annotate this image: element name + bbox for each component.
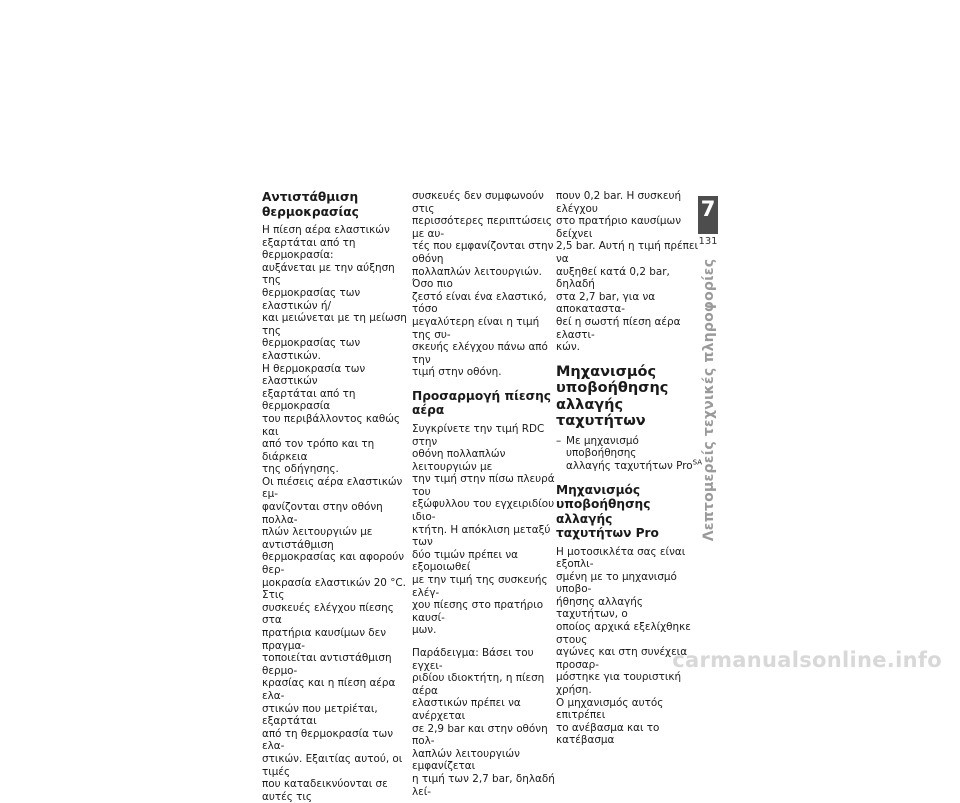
section-heading-temperature-compensation: Αντιστάθμιση θερμοκρασίας (262, 190, 359, 219)
paragraph: Η μοτοσικλέτα σας είναι εξοπλι- σμένη με το μηχανισμό υποβο- ήθησης αλλαγής ταχυτήτων, ο οποίος αρχικά εξελίχθηκε στους αγώνες και στη συνέχεια προσαρ- μόστηκε για τουριστική χρήση. (556, 545, 691, 697)
column-1 (262, 190, 408, 803)
paragraph: Παράδειγμα: Βάσει του εγχει- ριδίου ιδιοκτήτη, η πίεση αέρα ελαστικών πρέπει να ανέρχεται σε 2,9 bar και στην οθόνη πολ- λαπλών λειτουργιών εμφανίζεται η τιμή των 2,7 bar, δηλαδή λεί- (412, 647, 555, 798)
paragraph: Η πίεση αέρα ελαστικών εξαρτάται από τη θερμοκρασία: αυξάνεται με την αύξηση της θερμοκρασίας των ελαστικών ή/ και μειώνεται με τη μείωση της θερμοκρασίας των ελαστικών. (262, 224, 407, 362)
bullet-text (566, 435, 702, 473)
column-2 (412, 190, 558, 798)
section-heading-shift-assistant: Μηχανισμός υποβοήθησης αλλαγής ταχυτήτων (556, 363, 669, 430)
watermark: carmanualsonline.info (672, 648, 942, 672)
special-accessory-mark: SA (692, 458, 703, 467)
section-heading-shift-assistant-pro: Μηχανισμός υποβοήθησης αλλαγής ταχυτήτων Pro (556, 482, 659, 540)
chapter-number-badge: 7 (698, 196, 718, 234)
paragraph: Συγκρίνετε την τιμή RDC στην οθόνη πολλαπλών λειτουργιών με την τιμή στην πίσω πλευρά του εξώφυλλου του εγχειριδίου ιδιο- κτήτη. Η απόκλιση μεταξύ των δύο τιμών πρέπει να εξομοιωθεί με την τιμή της συσκευής ελέγ- χου πίεσης στο πρατήριο καυσί- μων. (412, 422, 555, 637)
bullet-text-label: Με μηχανισμό υποβοήθησης αλλαγής ταχυτήτων Pro (566, 434, 693, 472)
paragraph: συσκευές δεν συμφωνούν στις περισσότερες περιπτώσεις με αυ- τές που εμφανίζονται στην οθόνη πολλαπλών λειτουργιών. Όσο πιο ζεστό είναι ένα ελαστικό, τόσο μεγαλύτερη είναι η τιμή της συ- σκευής ελέγχου πάνω από την τιμή στην οθόνη. (412, 190, 554, 379)
list-item (556, 435, 702, 473)
paragraph: Η θερμοκρασία των ελαστικών εξαρτάται από τη θερμοκρασία του περιβάλλοντος καθώς και από τον τρόπο και τη διάρκεια της οδήγησης. (262, 362, 400, 476)
section-heading-pressure-adjustment: Προσαρμογή πίεσης αέρα (412, 388, 552, 418)
page-number: 131 (698, 236, 718, 247)
chapter-title-vertical: Λεπτομερείς τεχνικές πληροφορίες (701, 258, 717, 542)
paragraph: πουν 0,2 bar. Η συσκευή ελέγχου στο πρατήριο καυσίμων δείχνει 2,5 bar. Αυτή η τιμή πρέπει να αυξηθεί κατά 0,2 bar, δηλαδή στα 2,7 bar, για να αποκαταστα- θεί η σωστή πίεση αέρα ελαστι- κών. (556, 190, 698, 354)
paragraph: Ο μηχανισμός αυτός επιτρέπει το ανέβασμα και το κατέβασμα (556, 696, 664, 747)
bullet-dash: – (556, 434, 562, 447)
paragraph: Οι πιέσεις αέρα ελαστικών εμ- φανίζονται στην οθόνη πολλα- πλών λειτουργιών με αντιστάθμιση θερμοκρασίας και αφορούν θερ- μοκρασία ελαστικών 20 °C. Στις συσκευές ελέγχου πίεσης στα πρατήρια καυσίμων δεν πραγμα- τοποιείται αντιστάθμιση θερμο- κρασίας και η πίεση αέρα ελα- στικών που μετρiέται, εξαρτάται από τη θερμοκρασία των ελα- στικών. Εξαιτίας αυτού, οι τιμές που καταδεικνύονται σε αυτές τις (262, 475, 406, 803)
